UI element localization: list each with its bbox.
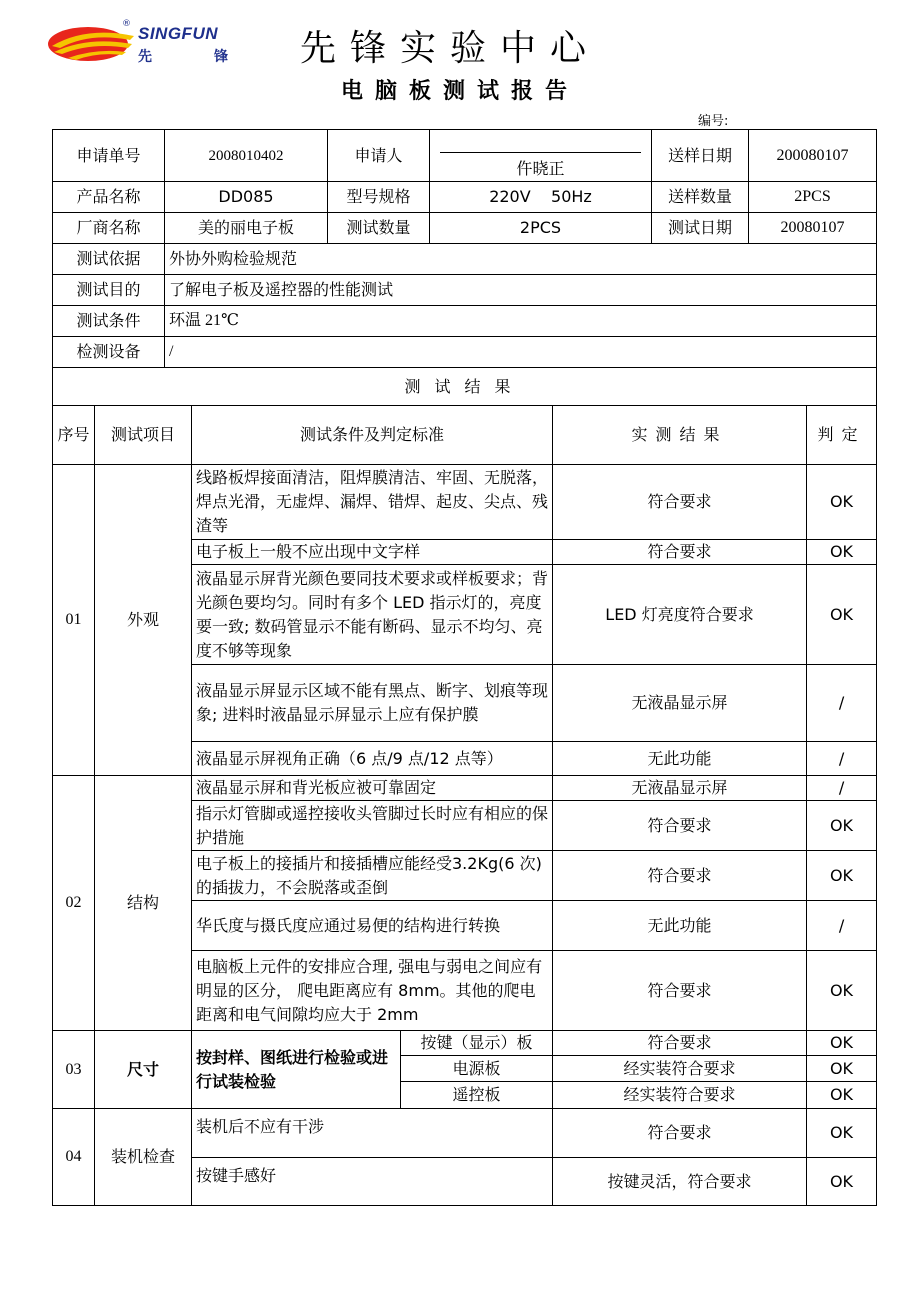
judge-text: OK	[807, 465, 877, 540]
group-no: 01	[53, 465, 95, 776]
standard-text: 线路板焊接面清洁，阻焊膜清洁、牢固、无脱落，焊点光滑，无虚焊、漏焊、错焊、起皮、尖点、残渣等	[192, 465, 553, 540]
application-no-label: 申请单号	[53, 130, 165, 182]
judge-text: OK	[807, 951, 877, 1031]
results-header-row	[53, 406, 877, 465]
company-logo	[46, 19, 296, 72]
judge-text: /	[807, 776, 877, 801]
applicant-line	[440, 152, 641, 153]
standard-text: 液晶显示屏背光颜色要同技术要求或样板要求；背光颜色要均匀。同时有多个 LED 指示灯的，亮度要一致; 数码管显示不能有断码、显示不均匀、亮度不够等现象	[192, 565, 553, 665]
result-text: 符合要求	[553, 1031, 807, 1056]
info-row-1	[53, 130, 877, 182]
registered-mark: ®	[122, 19, 131, 29]
logo-cn-right: 锋	[214, 49, 228, 65]
col-result-header: 实测结果	[553, 406, 807, 465]
result-text: 符合要求	[553, 540, 807, 565]
result-text: 无液晶显示屏	[553, 665, 807, 742]
section-title: 测试结果	[53, 368, 877, 406]
standard-text: 液晶显示屏视角正确（6 点/9 点/12 点等）	[192, 742, 553, 776]
purpose: 了解电子板及遥控器的性能测试	[165, 275, 877, 306]
judge-text: OK	[807, 540, 877, 565]
send-qty: 2PCS	[749, 182, 877, 213]
result-text: 符合要求	[553, 465, 807, 540]
judge-text: OK	[807, 1109, 877, 1158]
judge-text: OK	[807, 1082, 877, 1109]
judge-text: OK	[807, 1031, 877, 1056]
result-text: 符合要求	[553, 1109, 807, 1158]
standard-text: 装机后不应有干涉	[192, 1109, 553, 1158]
applicant-label: 申请人	[328, 130, 430, 182]
test-qty-label: 测试数量	[328, 213, 430, 244]
info-row-equipment	[53, 337, 877, 368]
result-text: 经实装符合要求	[553, 1056, 807, 1082]
section-title-row	[53, 368, 877, 406]
info-table	[52, 129, 877, 368]
group-no: 02	[53, 776, 95, 1031]
test-date: 20080107	[749, 213, 877, 244]
standard-text: 指示灯管脚或遥控接收头管脚过长时应有相应的保护措施	[192, 801, 553, 851]
report-title: 电脑板测试报告	[340, 79, 579, 104]
product-label: 产品名称	[53, 182, 165, 213]
application-no: 2008010402	[165, 130, 328, 182]
col-judge-header: 判定	[807, 406, 877, 465]
model: 220V 50Hz	[430, 182, 652, 213]
serial-label: 编号:	[698, 114, 729, 129]
standard-text: 按封样、图纸进行检验或进行试装检验	[192, 1031, 401, 1109]
test-date-label: 测试日期	[652, 213, 749, 244]
logo-brand-text: SINGFUN	[138, 24, 218, 43]
sub-item: 按键（显示）板	[401, 1031, 553, 1056]
model-label: 型号规格	[328, 182, 430, 213]
group-item: 装机检查	[95, 1109, 192, 1206]
info-row-condition	[53, 306, 877, 337]
col-item-header: 测试项目	[95, 406, 192, 465]
judge-text: /	[807, 742, 877, 776]
judge-text: OK	[807, 1158, 877, 1206]
table-row	[53, 1031, 877, 1056]
result-text: 经实装符合要求	[553, 1082, 807, 1109]
group-item: 结构	[95, 776, 192, 1031]
judge-text: /	[807, 665, 877, 742]
logo-cn-left: 先	[138, 49, 152, 65]
judge-text: OK	[807, 851, 877, 901]
standard-text: 电脑板上元件的安排应合理, 强电与弱电之间应有明显的区分， 爬电距离应有 8mm。其他的爬电距离和电气间隙均应大于 2mm	[192, 951, 553, 1031]
judge-text: OK	[807, 1056, 877, 1082]
basis-label: 测试依据	[53, 244, 165, 275]
standard-text: 电子板上的接插片和接插槽应能经受3.2Kg(6 次)的插拔力，不会脱落或歪倒	[192, 851, 553, 901]
result-text: 无此功能	[553, 742, 807, 776]
info-row-3	[53, 213, 877, 244]
table-row	[53, 465, 877, 540]
judge-text: OK	[807, 565, 877, 665]
table-row	[53, 776, 877, 801]
basis: 外协外购检验规范	[165, 244, 877, 275]
condition-label: 测试条件	[53, 306, 165, 337]
report-header	[0, 0, 920, 130]
group-no: 03	[53, 1031, 95, 1109]
send-qty-label: 送样数量	[652, 182, 749, 213]
center-name: 先锋实验中心	[300, 28, 601, 69]
product: DD085	[165, 182, 328, 213]
result-text: 无液晶显示屏	[553, 776, 807, 801]
judge-text: OK	[807, 801, 877, 851]
applicant: 仵晓正	[516, 159, 565, 178]
result-text: 符合要求	[553, 801, 807, 851]
standard-text: 液晶显示屏和背光板应被可靠固定	[192, 776, 553, 801]
col-no-header: 序号	[53, 406, 95, 465]
info-row-purpose	[53, 275, 877, 306]
result-text: 符合要求	[553, 851, 807, 901]
purpose-label: 测试目的	[53, 275, 165, 306]
condition: 环温 21℃	[165, 306, 877, 337]
send-date: 200080107	[749, 130, 877, 182]
standard-text: 液晶显示屏显示区域不能有黑点、断字、划痕等现象; 进料时液晶显示屏显示上应有保护膜	[192, 665, 553, 742]
equipment: /	[165, 337, 877, 368]
sub-item: 电源板	[401, 1056, 553, 1082]
table-row	[53, 1109, 877, 1158]
standard-text: 华氏度与摄氏度应通过易便的结构进行转换	[192, 901, 553, 951]
results-table	[52, 367, 877, 1206]
sub-item: 遥控板	[401, 1082, 553, 1109]
info-row-2	[53, 182, 877, 213]
col-standard-header: 测试条件及判定标准	[192, 406, 553, 465]
standard-text: 按键手感好	[192, 1158, 553, 1206]
result-text: 按键灵活，符合要求	[553, 1158, 807, 1206]
group-no: 04	[53, 1109, 95, 1206]
result-text: 符合要求	[553, 951, 807, 1031]
applicant-cell	[430, 130, 652, 182]
send-date-label: 送样日期	[652, 130, 749, 182]
vendor: 美的丽电子板	[165, 213, 328, 244]
info-row-basis	[53, 244, 877, 275]
result-text: LED 灯亮度符合要求	[553, 565, 807, 665]
group-item: 外观	[95, 465, 192, 776]
result-text: 无此功能	[553, 901, 807, 951]
equipment-label: 检测设备	[53, 337, 165, 368]
test-qty: 2PCS	[430, 213, 652, 244]
group-item: 尺寸	[95, 1031, 192, 1109]
judge-text: /	[807, 901, 877, 951]
standard-text: 电子板上一般不应出现中文字样	[192, 540, 553, 565]
vendor-label: 厂商名称	[53, 213, 165, 244]
